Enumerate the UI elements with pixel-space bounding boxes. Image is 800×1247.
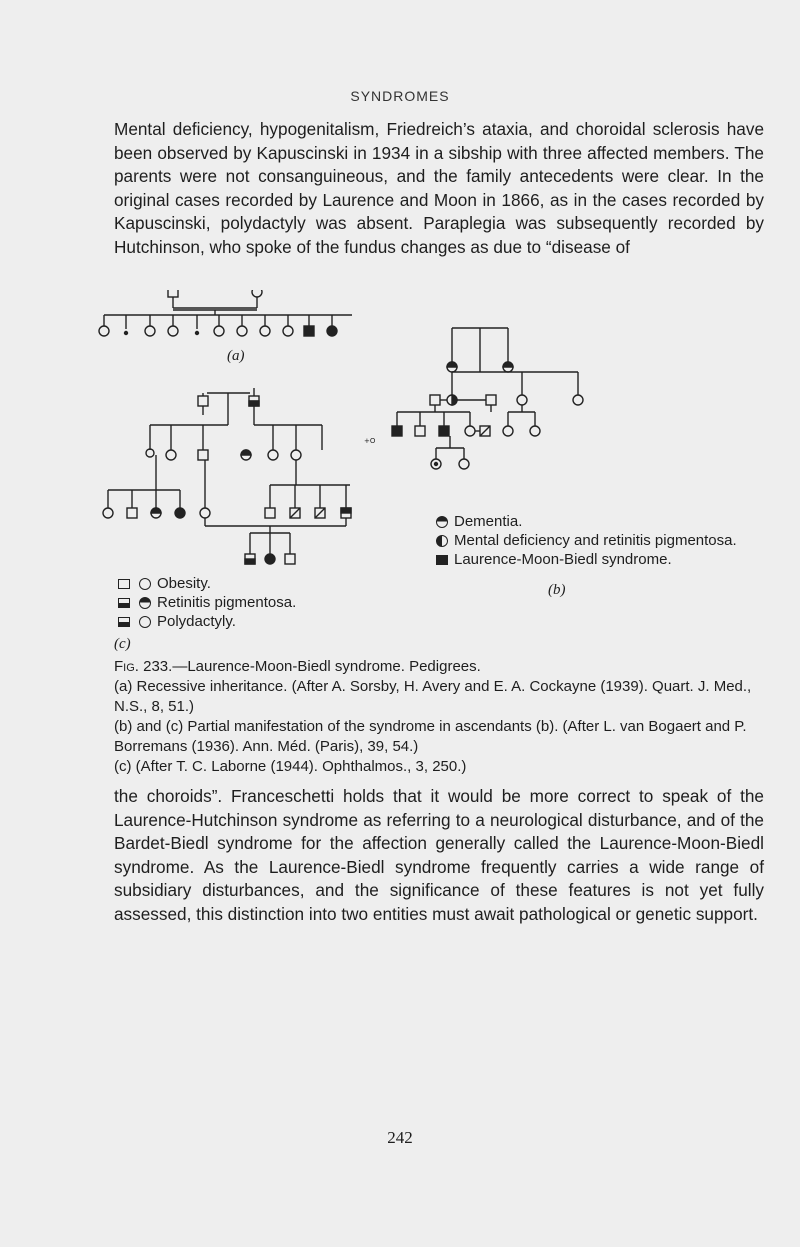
pedigree-figure [80,290,780,680]
figure-caption [114,657,764,777]
caption-title-line [114,657,764,677]
figure-label-b: (b) [548,582,566,598]
legend-c-polydactyly: Polydactyly. [118,612,296,631]
page-number: 242 [387,1128,413,1147]
small-mark: +O [364,437,376,445]
legend-b-lmb: Laurence-Moon-Biedl syndrome. [436,550,737,569]
pedigree-a-children [99,315,337,336]
legend-b-mental-rp: Mental deficiency and retinitis pigmentosa. [436,531,737,550]
caption-fig-label: Fig. 233. [114,658,173,675]
polydactyly-circle-icon [139,616,151,628]
lmb-symbol-icon [436,555,448,565]
mental-rp-symbol-icon [436,535,448,547]
pedigree-b [392,328,583,469]
legend-c-obesity: Obesity. [118,574,296,593]
dementia-symbol-icon [436,516,448,528]
figure-label-c: (c) [114,636,131,652]
running-head: SYNDROMES [350,88,450,104]
obesity-square-icon [118,579,130,589]
legend-b-dementia: Dementia. [436,512,737,531]
legend-c [118,574,296,631]
rp-square-icon [118,598,130,608]
paragraph-2: the choroids”. Franceschetti holds that it would be more correct to speak of the Laurence-Hutchinson syndrome as referring to a neurological disturbance, and of the Bardet-Biedl syndrome for the affection generally called the Laurence-Moon-Biedl syndrome. As the Laurence-Biedl syndrome frequently carries a wide range of subsidiary disturbances, and the significance of these features is not yet fully assessed, this distinction into two entities must await pathological or genetic support. [114,786,764,924]
obesity-circle-icon [139,578,151,590]
caption-c: (c) (After T. C. Laborne (1944). Ophthalmos., 3, 250.) [114,758,467,775]
caption-b: (b) and (c) Partial manifestation of the syndrome in ascendants (b). (After L. van Bogaert and P. Borremans (1936). Ann. Méd. (Paris), 39, 54.) [114,718,747,755]
caption-a: (a) Recessive inheritance. (After A. Sorsby, H. Avery and E. A. Cockayne (1939). Quart. J. Med., N.S., 8, 51.) [114,678,752,715]
pedigree-c [103,388,351,564]
caption-title: —Laurence-Moon-Biedl syndrome. Pedigrees. [172,658,481,675]
pedigree-a-father [168,290,178,297]
legend-b [436,512,737,569]
polydactyly-square-icon [118,617,130,627]
rp-circle-icon [139,597,151,609]
paragraph-1: Mental deficiency, hypogenitalism, Friedreich’s ataxia, and choroidal sclerosis have been observed by Kapuscinski in 1934 in a sibship with three affected members. The parents were not consanguineous, and the family antecedents were clear. In the original cases recorded by Laurence and Moon in 1866, as in the cases recorded by Kapuscinski, polydactyly was absent. Paraplegia was subsequently recorded by Hutchinson, who spoke of the fundus changes as due to “disease of [114,119,764,257]
figure-label-a: (a) [227,348,245,364]
pedigree-a-mother [252,290,262,297]
legend-c-rp: Retinitis pigmentosa. [118,593,296,612]
